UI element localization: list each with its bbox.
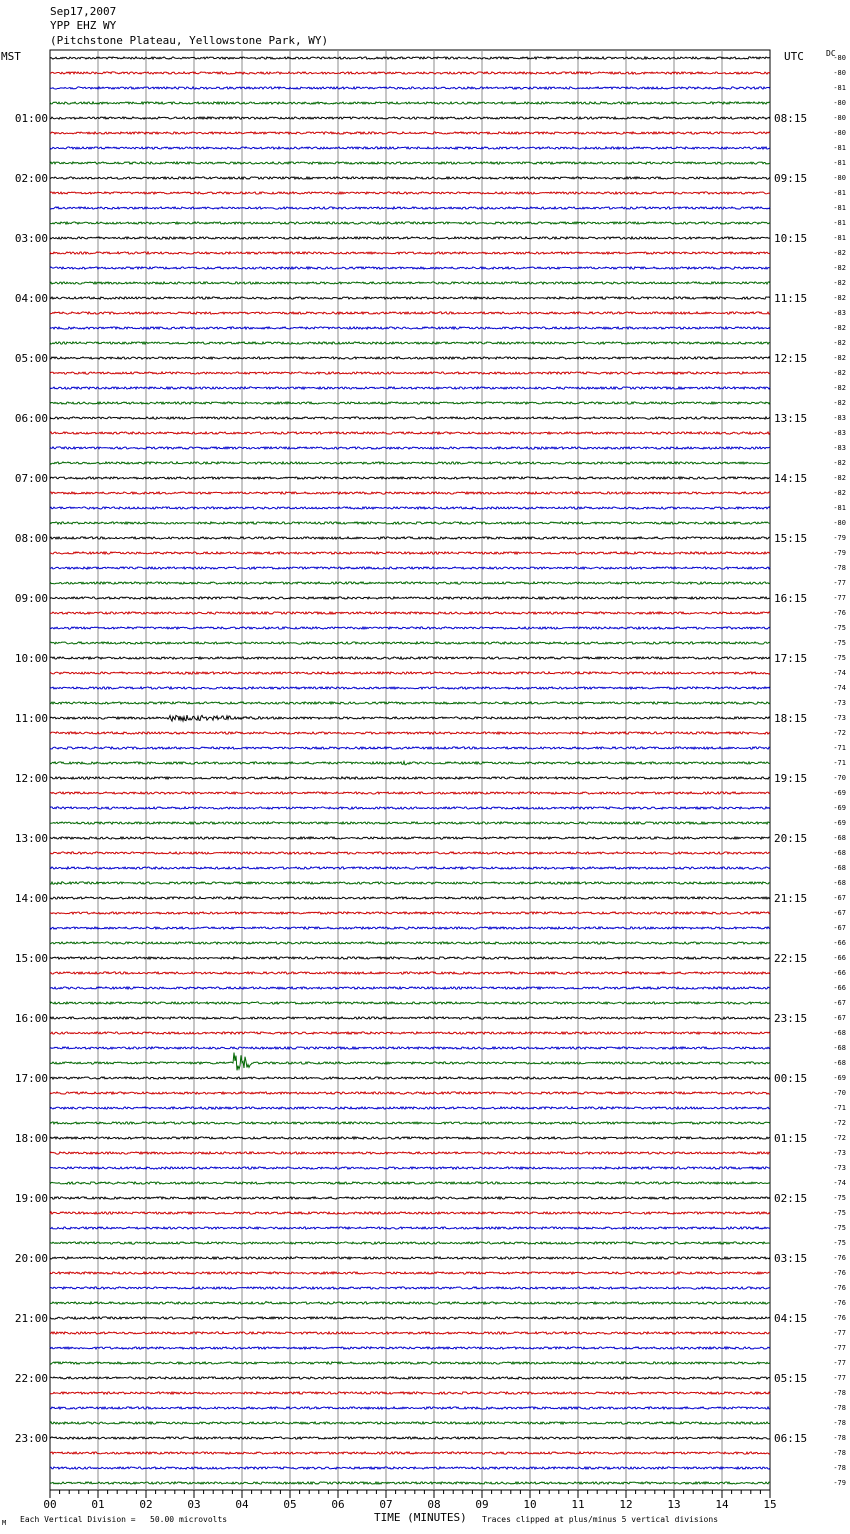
trace-row — [50, 327, 770, 329]
dc-offset-label: -80 — [833, 69, 846, 77]
x-tick-label: 15 — [763, 1498, 777, 1511]
trace-row — [50, 597, 770, 599]
dc-offset-label: -83 — [833, 414, 846, 422]
trace-row — [50, 987, 770, 989]
trace-row — [50, 72, 770, 74]
dc-offset-label: -69 — [833, 804, 846, 812]
trace-row — [50, 867, 770, 869]
trace-row — [50, 252, 770, 254]
trace-row — [50, 567, 770, 569]
dc-offset-label: -68 — [833, 849, 846, 857]
left-hour-label: 17:00 — [14, 1072, 48, 1085]
left-hour-label: 08:00 — [14, 532, 48, 545]
trace-row — [50, 267, 770, 269]
dc-offset-label: -67 — [833, 894, 846, 902]
dc-offset-label: -82 — [833, 369, 846, 377]
x-tick-label: 13 — [667, 1498, 681, 1511]
trace-row — [50, 522, 770, 524]
trace-row — [50, 882, 770, 885]
dc-offset-label: -83 — [833, 309, 846, 317]
trace-row — [50, 342, 770, 344]
station-code: YPP EHZ WY — [50, 19, 117, 32]
dc-offset-label: -76 — [833, 1299, 846, 1307]
dc-offset-label: -73 — [833, 714, 846, 722]
dc-offset-label: -74 — [833, 1179, 846, 1187]
right-hour-label: 19:15 — [774, 772, 808, 785]
trace-row — [50, 192, 770, 194]
trace-row — [50, 732, 770, 734]
dc-offset-label: -68 — [833, 879, 846, 887]
right-hour-label: 21:15 — [774, 892, 808, 905]
trace-row — [50, 912, 770, 914]
trace-row — [50, 1212, 770, 1214]
trace-row — [50, 747, 770, 749]
dc-offset-label: -71 — [833, 744, 846, 752]
dc-offset-label: -82 — [833, 354, 846, 362]
dc-offset-label: -78 — [833, 1419, 846, 1427]
left-hour-label: 03:00 — [14, 232, 48, 245]
left-hour-label: 01:00 — [14, 112, 48, 125]
left-timezone-label: MST — [1, 50, 21, 63]
trace-row — [50, 132, 770, 134]
dc-offset-label: -79 — [833, 1479, 846, 1487]
trace-row — [50, 1332, 770, 1334]
dc-offset-label: -79 — [833, 549, 846, 557]
trace-row — [50, 357, 770, 359]
right-timezone-label: UTC — [784, 50, 804, 63]
dc-offset-label: -67 — [833, 909, 846, 917]
dc-offset-label: -76 — [833, 1284, 846, 1292]
left-hour-label: 21:00 — [14, 1312, 48, 1325]
right-hour-label: 20:15 — [774, 832, 808, 845]
dc-offset-label: -78 — [833, 1404, 846, 1412]
trace-row — [50, 1392, 770, 1394]
dc-offset-label: -75 — [833, 624, 846, 632]
trace-row — [50, 761, 770, 764]
dc-offset-label: -67 — [833, 924, 846, 932]
dc-offset-label: -74 — [833, 684, 846, 692]
trace-row — [50, 177, 770, 179]
record-date: Sep17,2007 — [50, 5, 117, 18]
clipping-note: Traces clipped at plus/minus 5 vertical divisions — [482, 1515, 719, 1524]
dc-offset-label: -67 — [833, 1014, 846, 1022]
right-hour-label: 14:15 — [774, 472, 808, 485]
x-tick-label: 02 — [139, 1498, 153, 1511]
dc-offset-label: -73 — [833, 1149, 846, 1157]
trace-row — [50, 1302, 770, 1305]
right-hour-label: 11:15 — [774, 292, 808, 305]
dc-offset-label: -66 — [833, 969, 846, 977]
trace-row — [50, 897, 770, 899]
right-hour-label: 04:15 — [774, 1312, 808, 1325]
trace-row — [50, 117, 770, 119]
left-hour-label: 18:00 — [14, 1132, 48, 1145]
trace-row — [50, 1092, 770, 1094]
dc-offset-label: -80 — [833, 114, 846, 122]
dc-offset-label: -82 — [833, 459, 846, 467]
trace-row — [50, 1242, 770, 1244]
trace-row — [50, 537, 770, 539]
dc-offset-label: -82 — [833, 339, 846, 347]
trace-row — [50, 447, 770, 449]
trace-row — [50, 1377, 770, 1379]
trace-row — [50, 1257, 770, 1259]
dc-offset-label: -78 — [833, 1434, 846, 1442]
right-hour-label: 10:15 — [774, 232, 808, 245]
left-hour-label: 07:00 — [14, 472, 48, 485]
right-hour-label: 08:15 — [774, 112, 808, 125]
trace-row — [50, 657, 770, 659]
trace-row — [50, 57, 770, 59]
dc-offset-label: -75 — [833, 1209, 846, 1217]
dc-offset-label: -68 — [833, 1044, 846, 1052]
dc-offset-label: -82 — [833, 399, 846, 407]
station-location: (Pitchstone Plateau, Yellowstone Park, WY) — [50, 34, 329, 47]
dc-offset-label: -77 — [833, 1374, 846, 1382]
dc-offset-label: -81 — [833, 219, 846, 227]
trace-row — [50, 312, 770, 314]
dc-offset-label: -73 — [833, 699, 846, 707]
trace-row — [50, 1152, 770, 1154]
x-tick-label: 12 — [619, 1498, 633, 1511]
trace-row — [50, 1107, 770, 1109]
dc-offset-label: -82 — [833, 249, 846, 257]
dc-offset-label: -68 — [833, 1059, 846, 1067]
dc-offset-label: -81 — [833, 504, 846, 512]
trace-row — [50, 1077, 770, 1079]
dc-offset-label: -82 — [833, 279, 846, 287]
left-hour-label: 22:00 — [14, 1372, 48, 1385]
right-hour-label: 23:15 — [774, 1012, 808, 1025]
right-hour-label: 03:15 — [774, 1252, 808, 1265]
trace-row — [50, 927, 770, 929]
trace-row — [50, 237, 770, 239]
dc-offset-label: -66 — [833, 939, 846, 947]
dc-offset-label: -68 — [833, 864, 846, 872]
right-hour-label: 17:15 — [774, 652, 808, 665]
x-axis-label: TIME (MINUTES) — [374, 1511, 467, 1524]
dc-offset-label: -76 — [833, 1314, 846, 1322]
trace-row — [50, 387, 770, 389]
dc-offset-label: -82 — [833, 474, 846, 482]
x-tick-label: 07 — [379, 1498, 393, 1511]
x-tick-label: 06 — [331, 1498, 345, 1511]
left-hour-label: 11:00 — [14, 712, 48, 725]
dc-offset-label: -75 — [833, 654, 846, 662]
left-hour-label: 15:00 — [14, 952, 48, 965]
trace-row — [50, 207, 770, 209]
trace-row — [50, 1122, 770, 1124]
dc-offset-label: -83 — [833, 444, 846, 452]
dc-offset-label: -77 — [833, 579, 846, 587]
dc-offset-label: -75 — [833, 639, 846, 647]
right-hour-label: 06:15 — [774, 1432, 808, 1445]
right-hour-label: 09:15 — [774, 172, 808, 185]
dc-offset-label: -70 — [833, 1089, 846, 1097]
dc-offset-label: -77 — [833, 1359, 846, 1367]
dc-offset-label: -72 — [833, 729, 846, 737]
trace-row — [50, 147, 770, 149]
x-tick-label: 14 — [715, 1498, 729, 1511]
trace-row — [50, 715, 770, 721]
trace-row — [50, 582, 770, 584]
trace-row — [50, 462, 770, 464]
trace-row — [50, 507, 770, 509]
left-hour-label: 20:00 — [14, 1252, 48, 1265]
dc-offset-label: -69 — [833, 789, 846, 797]
right-hour-label: 16:15 — [774, 592, 808, 605]
dc-offset-label: -80 — [833, 519, 846, 527]
trace-row — [50, 822, 770, 824]
trace-row — [50, 402, 770, 404]
dc-offset-label: -81 — [833, 189, 846, 197]
dc-offset-label: -66 — [833, 954, 846, 962]
right-hour-label: 01:15 — [774, 1132, 808, 1145]
trace-row — [50, 1437, 770, 1439]
trace-row — [50, 1227, 770, 1229]
trace-row — [50, 1272, 770, 1274]
trace-row — [50, 702, 770, 704]
trace-row — [50, 1197, 770, 1199]
trace-row — [50, 852, 770, 854]
x-tick-label: 10 — [523, 1498, 537, 1511]
left-hour-label: 12:00 — [14, 772, 48, 785]
right-hour-label: 15:15 — [774, 532, 808, 545]
trace-row — [50, 372, 770, 374]
trace-row — [50, 1032, 770, 1034]
trace-row — [50, 1167, 770, 1169]
trace-row — [50, 1047, 770, 1049]
trace-row — [50, 642, 770, 644]
trace-row — [50, 102, 770, 104]
x-tick-label: 11 — [571, 1498, 585, 1511]
dc-offset-label: -81 — [833, 84, 846, 92]
trace-row — [50, 417, 770, 419]
trace-row — [50, 1017, 770, 1019]
dc-offset-label: -71 — [833, 759, 846, 767]
x-tick-label: 04 — [235, 1498, 249, 1511]
x-tick-label: 00 — [43, 1498, 57, 1511]
x-tick-label: 03 — [187, 1498, 201, 1511]
dc-offset-label: -71 — [833, 1104, 846, 1112]
left-hour-label: 06:00 — [14, 412, 48, 425]
dc-offset-label: -80 — [833, 54, 846, 62]
left-hour-label: 16:00 — [14, 1012, 48, 1025]
dc-offset-label: -83 — [833, 429, 846, 437]
trace-row — [50, 87, 770, 89]
trace-row — [50, 1407, 770, 1409]
trace-row — [50, 432, 770, 434]
trace-row — [50, 1482, 770, 1484]
x-tick-label: 08 — [427, 1498, 441, 1511]
trace-row — [50, 1287, 770, 1289]
trace-row — [50, 627, 770, 629]
trace-row — [50, 1317, 770, 1319]
x-tick-label: 01 — [91, 1498, 105, 1511]
left-hour-label: 14:00 — [14, 892, 48, 905]
trace-row — [50, 807, 770, 809]
trace-row — [50, 1137, 770, 1139]
trace-row — [50, 1182, 770, 1184]
left-hour-label: 05:00 — [14, 352, 48, 365]
trace-row — [50, 1452, 770, 1454]
trace-row — [50, 1347, 770, 1349]
trace-row — [50, 942, 770, 944]
right-hour-label: 02:15 — [774, 1192, 808, 1205]
x-tick-label: 09 — [475, 1498, 489, 1511]
trace-row — [50, 1422, 770, 1424]
dc-offset-label: -79 — [833, 534, 846, 542]
dc-offset-label: -78 — [833, 1449, 846, 1457]
dc-offset-label: -76 — [833, 1254, 846, 1262]
dc-offset-label: -82 — [833, 264, 846, 272]
trace-row — [50, 222, 770, 224]
dc-offset-label: -76 — [833, 609, 846, 617]
left-hour-label: 09:00 — [14, 592, 48, 605]
trace-row — [50, 792, 770, 794]
trace-row — [50, 162, 770, 164]
right-hour-label: 18:15 — [774, 712, 808, 725]
trace-row — [50, 957, 770, 959]
left-hour-label: 23:00 — [14, 1432, 48, 1445]
right-hour-label: 22:15 — [774, 952, 808, 965]
left-hour-label: 19:00 — [14, 1192, 48, 1205]
dc-offset-label: -68 — [833, 1029, 846, 1037]
dc-offset-label: -81 — [833, 144, 846, 152]
dc-offset-label: -77 — [833, 594, 846, 602]
left-hour-label: 02:00 — [14, 172, 48, 185]
trace-row — [50, 492, 770, 494]
dc-offset-label: -72 — [833, 1134, 846, 1142]
dc-offset-label: -81 — [833, 234, 846, 242]
trace-row — [50, 1053, 770, 1071]
right-hour-label: 00:15 — [774, 1072, 808, 1085]
dc-offset-label: -76 — [833, 1269, 846, 1277]
trace-row — [50, 972, 770, 974]
dc-offset-label: -81 — [833, 204, 846, 212]
trace-row — [50, 1002, 770, 1004]
dc-offset-label: -75 — [833, 1239, 846, 1247]
dc-offset-label: -74 — [833, 669, 846, 677]
trace-row — [50, 687, 770, 689]
trace-row — [50, 672, 770, 674]
trace-row — [50, 1362, 770, 1364]
dc-offset-label: -73 — [833, 1164, 846, 1172]
dc-offset-header: DC — [826, 49, 836, 58]
left-hour-label: 10:00 — [14, 652, 48, 665]
right-hour-label: 13:15 — [774, 412, 808, 425]
trace-row — [50, 837, 770, 839]
right-hour-label: 05:15 — [774, 1372, 808, 1385]
dc-offset-label: -78 — [833, 1389, 846, 1397]
right-hour-label: 12:15 — [774, 352, 808, 365]
trace-row — [50, 612, 770, 614]
dc-offset-label: -69 — [833, 819, 846, 827]
trace-row — [50, 297, 770, 299]
dc-offset-label: -69 — [833, 1074, 846, 1082]
dc-offset-label: -77 — [833, 1344, 846, 1352]
dc-offset-label: -82 — [833, 294, 846, 302]
dc-offset-label: -82 — [833, 384, 846, 392]
dc-offset-label: -67 — [833, 999, 846, 1007]
left-hour-label: 13:00 — [14, 832, 48, 845]
dc-offset-label: -72 — [833, 1119, 846, 1127]
dc-offset-label: -68 — [833, 834, 846, 842]
dc-offset-label: -70 — [833, 774, 846, 782]
trace-row — [50, 552, 770, 554]
dc-offset-label: -66 — [833, 984, 846, 992]
trace-row — [50, 477, 770, 479]
dc-offset-label: -80 — [833, 99, 846, 107]
dc-offset-label: -82 — [833, 489, 846, 497]
dc-offset-label: -82 — [833, 324, 846, 332]
dc-offset-label: -80 — [833, 129, 846, 137]
dc-offset-label: -78 — [833, 1464, 846, 1472]
left-hour-label: 04:00 — [14, 292, 48, 305]
x-tick-label: 05 — [283, 1498, 297, 1511]
trace-row — [50, 282, 770, 284]
dc-offset-label: -81 — [833, 159, 846, 167]
dc-offset-label: -75 — [833, 1224, 846, 1232]
corner-mark: M — [2, 1519, 7, 1527]
dc-offset-label: -80 — [833, 174, 846, 182]
dc-offset-label: -78 — [833, 564, 846, 572]
dc-offset-label: -75 — [833, 1194, 846, 1202]
trace-row — [50, 1467, 770, 1469]
scale-note: Each Vertical Division = 50.00 microvolts — [20, 1515, 228, 1524]
trace-row — [50, 777, 770, 779]
dc-offset-label: -77 — [833, 1329, 846, 1337]
